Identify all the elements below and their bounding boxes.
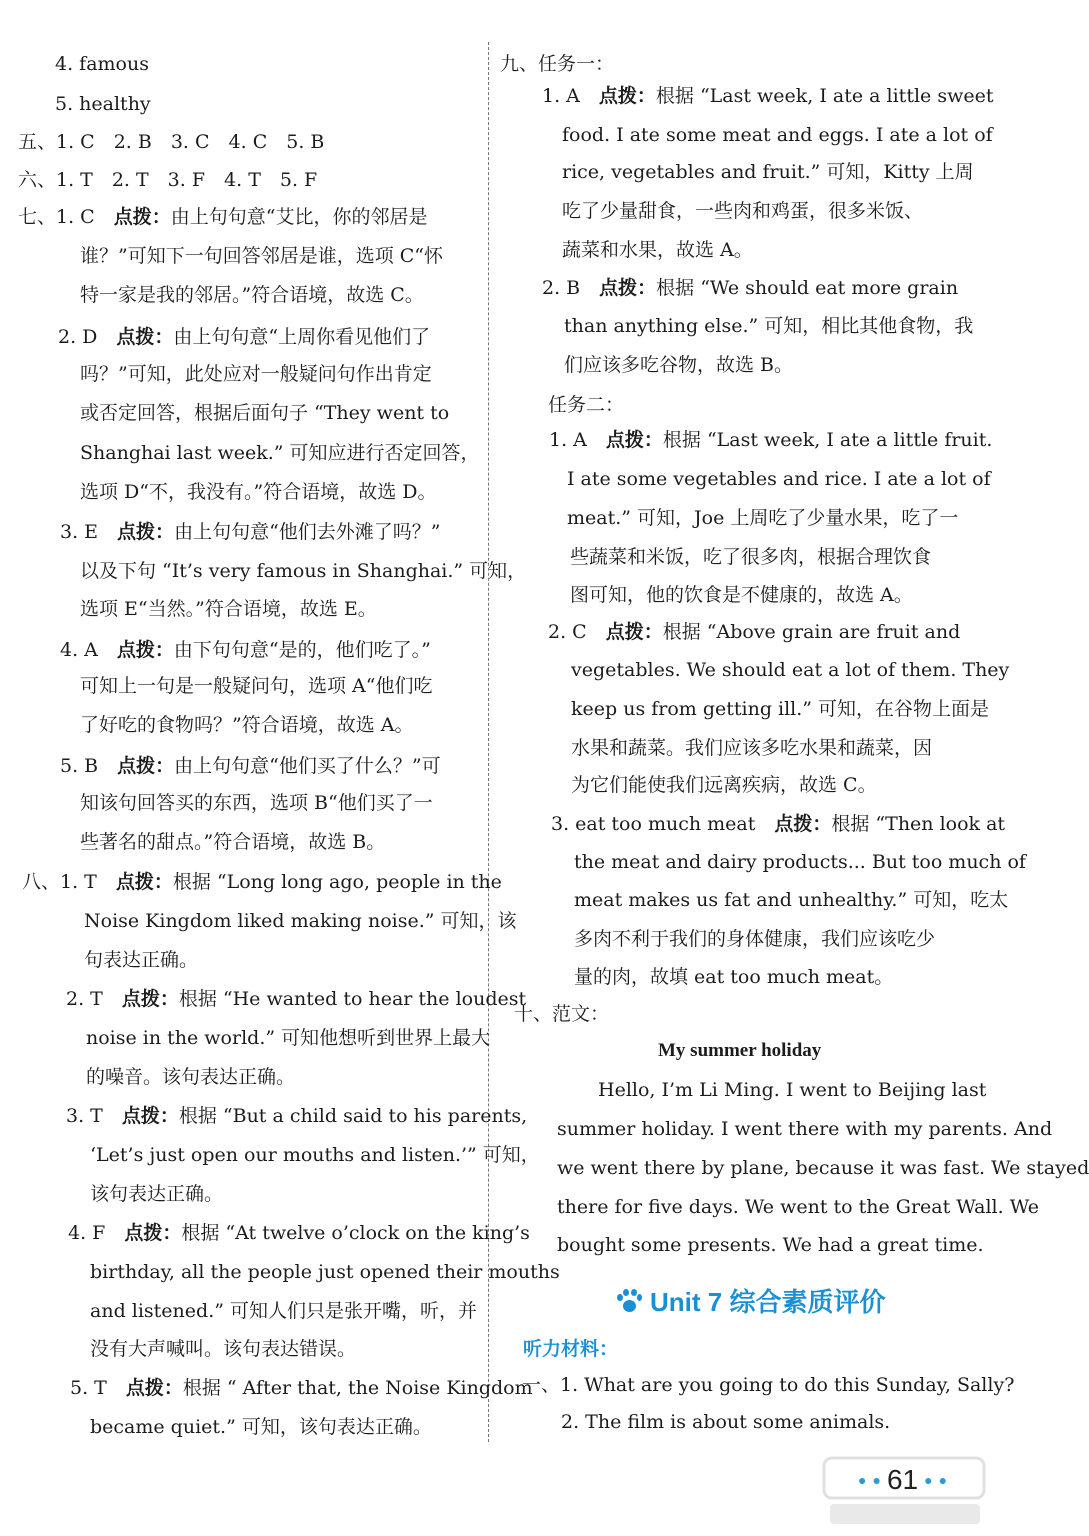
text-line: 多肉不利于我们的身体健康，我们应该吃少 <box>574 928 936 950</box>
text-line: 2. C 点拨：根据 “Above grain are fruit and <box>548 621 961 643</box>
hint-label: 点拨： <box>599 277 657 299</box>
listening-label: 听力材料： <box>523 1338 619 1360</box>
hint-label: 点拨： <box>116 639 174 661</box>
essay-title: My summer holiday <box>658 1040 822 1061</box>
text-line: 五、1. C 2. B 3. C 4. C 5. B <box>18 131 325 153</box>
text-line: 任务二： <box>548 394 625 416</box>
text-line: rice, vegetables and fruit.” 可知，Kitty 上周 <box>562 161 974 183</box>
text-line: 六、1. T 2. T 3. F 4. T 5. F <box>18 169 318 191</box>
text-line: meat.” 可知，Joe 上周吃了少量水果，吃了一 <box>567 507 959 529</box>
hint-label: 点拨： <box>605 429 663 451</box>
text-line: 谁？”可知下一句回答邻居是谁，选项 C“怀 <box>80 245 444 267</box>
text-line: summer holiday. I went there with my parents. And <box>557 1118 1053 1140</box>
hint-label: 点拨： <box>774 813 832 835</box>
unit-title: Unit 7 综合素质评价 <box>650 1287 886 1317</box>
hint-label: 点拨： <box>117 755 175 777</box>
unit-banner <box>616 1282 885 1319</box>
hint-label: 点拨： <box>115 871 173 893</box>
text-line: keep us from getting ill.” 可知，在谷物上面是 <box>571 698 990 720</box>
text-line: bought some presents. We had a great time. <box>557 1234 984 1256</box>
text-line: 水果和蔬菜。我们应该多吃水果和蔬菜，因 <box>571 737 933 759</box>
text-line: and listened.” 可知人们只是张开嘴，听，并 <box>90 1300 477 1322</box>
text-line: 知该句回答买的东西，选项 B“他们买了一 <box>80 792 433 814</box>
text-line: 九、任务一： <box>500 53 615 75</box>
text-line: 十、范文： <box>514 1003 610 1025</box>
text-line: became quiet.” 可知，该句表达正确。 <box>90 1416 432 1438</box>
text-line: 以及下句 “It’s very famous in Shanghai.” 可知， <box>80 560 527 582</box>
text-line: ‘Let’s just open our mouths and listen.’” 可知， <box>90 1144 540 1166</box>
dot-icon: ● <box>938 1472 948 1488</box>
text-line: 图可知，他的饮食是不健康的，故选 A。 <box>570 584 913 606</box>
text-line: 1. A 点拨：根据 “Last week, I ate a little fruit. <box>549 429 993 451</box>
dot-icon: ● <box>858 1472 867 1488</box>
paw-icon <box>616 1288 642 1314</box>
hint-label: 点拨： <box>113 206 171 228</box>
listening-line: 2. The film is about some animals. <box>561 1411 891 1433</box>
page-number: 61 <box>886 1464 919 1495</box>
text-line: 为它们能使我们远离疾病，故选 C。 <box>571 774 877 796</box>
text-line: 吃了少量甜食，一些肉和鸡蛋，很多米饭、 <box>562 200 924 222</box>
text-line: Hello, I’m Li Ming. I went to Beijing last <box>598 1079 987 1101</box>
text-line: 4. A 点拨：由下句句意“是的，他们吃了。” <box>60 639 431 661</box>
dot-icon: ● <box>924 1472 933 1488</box>
text-line: the meat and dairy products... But too much of <box>574 851 1026 873</box>
watermark-logo <box>820 1450 990 1530</box>
text-line: 量的肉，故填 eat too much meat。 <box>574 966 894 988</box>
text-line: 3. eat too much meat 点拨：根据 “Then look at <box>551 813 1006 835</box>
text-line: 可知上一句是一般疑问句，选项 A“他们吃 <box>80 675 433 697</box>
text-line: than anything else.” 可知，相比其他食物，我 <box>564 315 974 337</box>
text-line: 2. T 点拨：根据 “He wanted to hear the loudest <box>66 988 527 1010</box>
text-line: 选项 E“当然。”符合语境，故选 E。 <box>80 598 377 620</box>
text-line: 的噪音。该句表达正确。 <box>86 1066 296 1088</box>
text-line: noise in the world.” 可知他想听到世界上最大 <box>86 1027 491 1049</box>
text-line: Noise Kingdom liked making noise.” 可知，该 <box>84 910 517 932</box>
text-line: 些著名的甜点。”符合语境，故选 B。 <box>80 831 386 853</box>
hint-label: 点拨： <box>598 85 656 107</box>
text-line: we went there by plane, because it was fast. We stayed <box>557 1157 1089 1179</box>
text-line: 该句表达正确。 <box>90 1183 224 1205</box>
text-line: 选项 D“不，我没有。”符合语境，故选 D。 <box>80 481 437 503</box>
text-line: 没有大声喊叫。该句表达错误。 <box>90 1338 357 1360</box>
listening-line: 一、1. What are you going to do this Sunday, Sally? <box>522 1374 1015 1396</box>
text-line: 吗？”可知，此处应对一般疑问句作出肯定 <box>80 363 432 385</box>
hint-label: 点拨： <box>121 1105 179 1127</box>
text-line: 八、1. T 点拨：根据 “Long long ago, people in the <box>22 871 502 893</box>
text-line: meat makes us fat and unhealthy.” 可知，吃太 <box>574 889 1009 911</box>
text-line: 4. famous <box>55 53 149 75</box>
text-line: I ate some vegetables and rice. I ate a lot of <box>567 468 991 490</box>
hint-label: 点拨： <box>125 1377 183 1399</box>
hint-label: 点拨： <box>124 1222 182 1244</box>
text-line: there for five days. We went to the Great Wall. We <box>557 1196 1039 1218</box>
text-line: 2. D 点拨：由上句句意“上周你看见他们了 <box>58 326 431 348</box>
text-line: 七、1. C 点拨：由上句句意“艾比，你的邻居是 <box>18 206 428 228</box>
text-line: 5. healthy <box>55 93 151 115</box>
hint-label: 点拨： <box>116 326 174 348</box>
text-line: 1. A 点拨：根据 “Last week, I ate a little sweet <box>542 85 994 107</box>
dot-icon: ● <box>872 1472 881 1488</box>
text-line: 些蔬菜和米饭，吃了很多肉，根据合理饮食 <box>570 546 932 568</box>
text-line: 3. T 点拨：根据 “But a child said to his parents, <box>66 1105 528 1127</box>
text-line: 句表达正确。 <box>84 949 199 971</box>
text-line: 特一家是我的邻居。”符合语境，故选 C。 <box>80 284 424 306</box>
text-line: 蔬菜和水果，故选 A。 <box>562 239 753 261</box>
hint-label: 点拨： <box>117 521 175 543</box>
hint-label: 点拨： <box>121 988 179 1010</box>
text-line: 5. B 点拨：由上句句意“他们买了什么？”可 <box>60 755 441 777</box>
text-line: vegetables. We should eat a lot of them. They <box>571 659 1010 681</box>
text-line: 5. T 点拨：根据 “ After that, the Noise Kingdom <box>70 1377 533 1399</box>
text-line: 2. B 点拨：根据 “We should eat more grain <box>542 277 959 299</box>
hint-label: 点拨： <box>605 621 663 643</box>
text-line: 们应该多吃谷物，故选 B。 <box>564 354 794 376</box>
text-line: 或否定回答，根据后面句子 “They went to <box>80 402 450 424</box>
text-line: birthday, all the people just opened their mouths <box>90 1261 560 1283</box>
text-line: food. I ate some meat and eggs. I ate a lot of <box>562 124 993 146</box>
text-line: 3. E 点拨：由上句句意“他们去外滩了吗？” <box>60 521 441 543</box>
text-line: 4. F 点拨：根据 “At twelve o’clock on the king’s <box>68 1222 530 1244</box>
text-line: 了好吃的食物吗？”符合语境，故选 A。 <box>80 714 414 736</box>
text-line: Shanghai last week.” 可知应进行否定回答， <box>80 442 480 464</box>
